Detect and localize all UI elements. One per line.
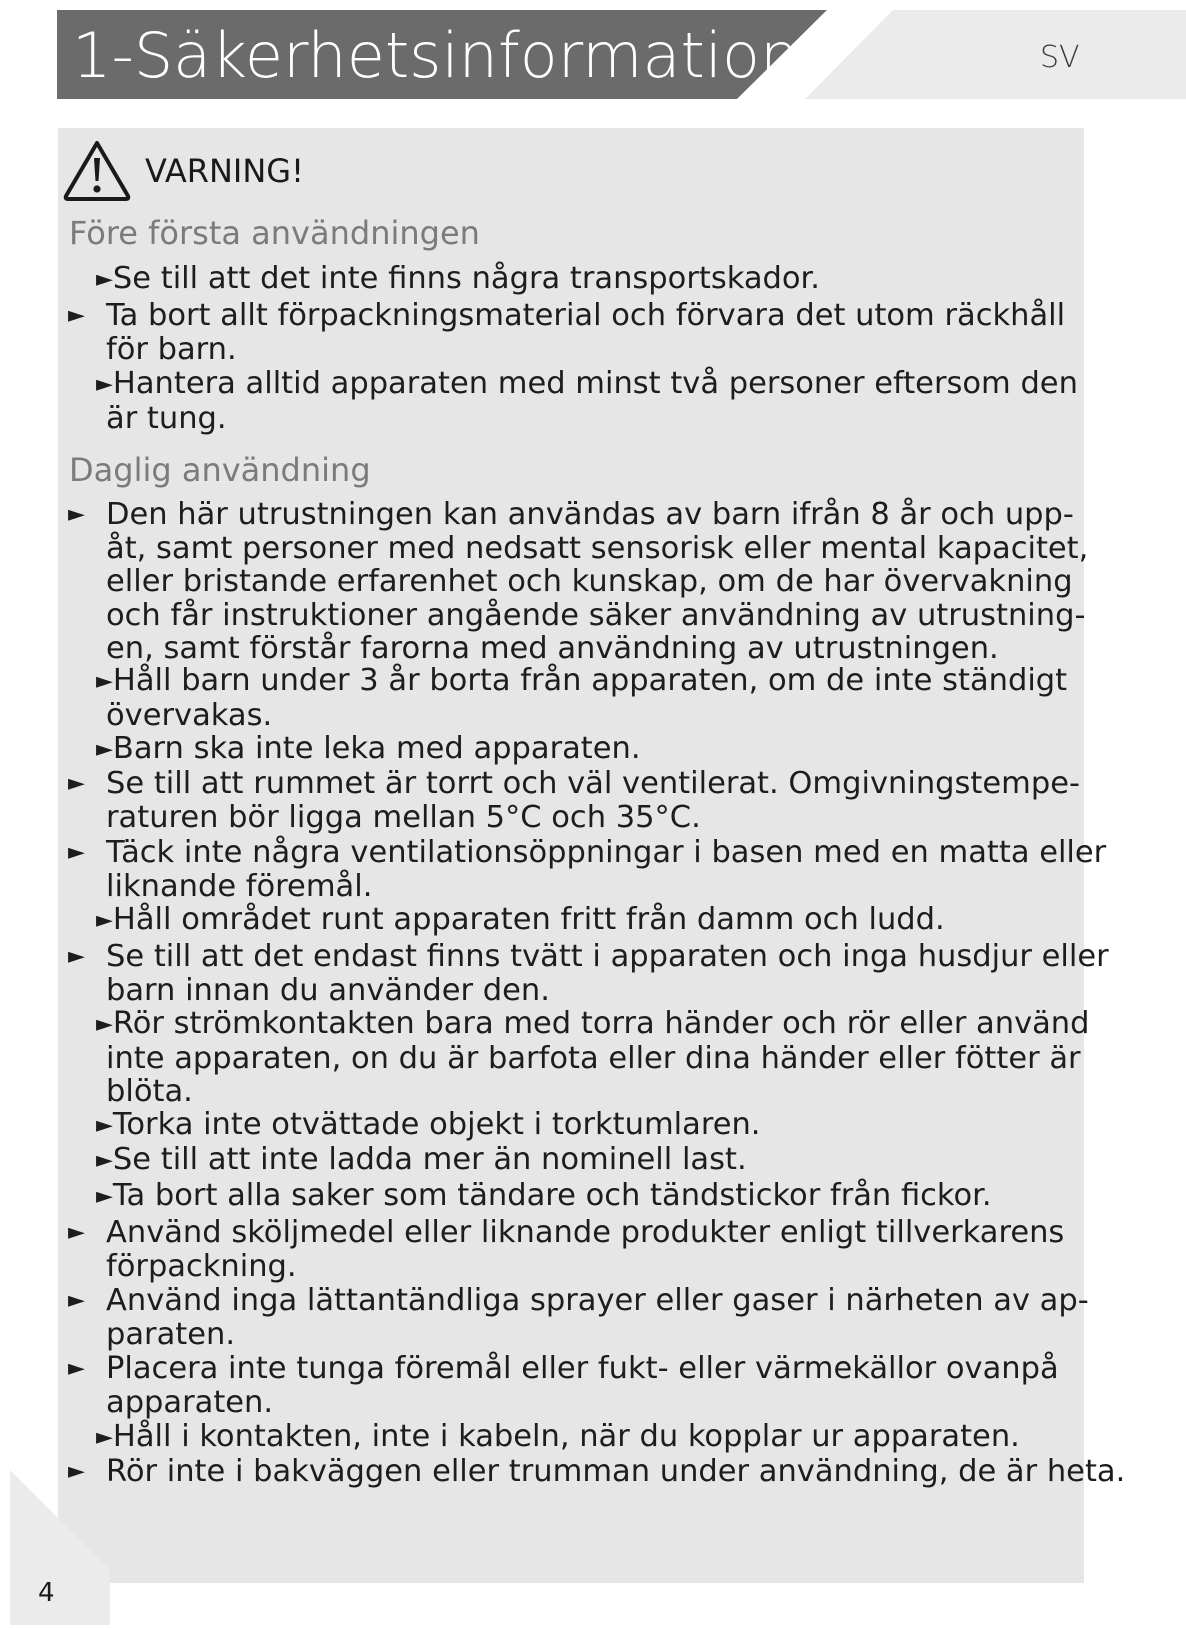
- list-item-line: Använd sköljmedel eller liknande produkter enligt tillverkarens: [106, 1215, 1065, 1250]
- list-item: [96, 367, 1096, 435]
- list-item: [96, 1143, 1096, 1178]
- list-item-line: Rör inte i bakväggen eller trumman under användning, de är heta.: [106, 1454, 1126, 1489]
- list-item-line: övervakas.: [106, 697, 273, 733]
- list-item-line: förpackning.: [106, 1248, 297, 1284]
- bullet-arrow-icon: ►: [96, 267, 113, 292]
- page-corner-left: [0, 1470, 120, 1625]
- bullet-arrow-icon: ►: [68, 1356, 85, 1381]
- page-title: 1-Säkerhetsinformation: [72, 19, 800, 92]
- list-item-line: Använd inga lättantändliga sprayer eller gaser i närheten av ap-: [106, 1283, 1089, 1318]
- list-item-line: Se till att inte ladda mer än nominell last.: [112, 1142, 747, 1177]
- list-item: [96, 903, 1096, 938]
- list-item-line: Barn ska inte leka med apparaten.: [112, 731, 641, 766]
- list-item-line: Se till att rummet är torrt och väl ventilerat. Omgivningstempe-: [106, 766, 1080, 801]
- bullet-arrow-icon: ►: [68, 303, 85, 328]
- list-item-line: Torka inte otvättade objekt i torktumlaren.: [112, 1107, 761, 1142]
- bullet-arrow-icon: ►: [96, 1148, 113, 1173]
- bullet-arrow-icon: ►: [68, 840, 85, 865]
- header-tab: [805, 10, 1186, 99]
- list-item-line: Den här utrustningen kan användas av barn ifrån 8 år och upp-: [106, 497, 1074, 532]
- bullet-arrow-icon: ►: [96, 1113, 113, 1138]
- list-item-line: eller bristande erfarenhet och kunskap, om de har övervakning: [106, 564, 1073, 599]
- list-item: [96, 1007, 1096, 1109]
- bullet-arrow-icon: ►: [96, 669, 113, 694]
- bullet-arrow-icon: ►: [68, 1288, 85, 1313]
- language-code: SV: [1040, 40, 1080, 75]
- list-item-line: barn innan du använder den.: [106, 972, 550, 1008]
- list-item: [96, 664, 1096, 732]
- bullet-arrow-icon: ►: [68, 502, 85, 527]
- list-item-line: Placera inte tunga föremål eller fukt- eller värmekällor ovanpå: [106, 1351, 1059, 1386]
- list-item-line: raturen bör ligga mellan 5°C och 35°C.: [106, 799, 701, 835]
- bullet-arrow-icon: ►: [68, 1220, 85, 1245]
- warning-triangle-icon: [62, 138, 132, 202]
- list-item-line: Se till att det endast finns tvätt i apparaten och inga husdjur eller: [106, 939, 1109, 974]
- list-item-line: är tung.: [106, 400, 227, 436]
- list-item-line: och får instruktioner angående säker användning av utrustning-: [106, 597, 1086, 633]
- bullet-arrow-icon: ►: [96, 737, 113, 762]
- list-item: [68, 1352, 1068, 1419]
- bullet-arrow-icon: ►: [96, 1184, 113, 1209]
- list-item-line: Ta bort allt förpackningsmaterial och förvara det utom räckhåll: [106, 298, 1066, 333]
- list-item: [68, 939, 1109, 1008]
- list-item-line: en, samt förstår farorna med användning av utrustningen.: [106, 631, 999, 666]
- list-item-line: Rör strömkontakten bara med torra händer och rör eller använd: [112, 1006, 1090, 1041]
- list-item-line: apparaten.: [106, 1384, 274, 1420]
- list-item-line: Hantera alltid apparaten med minst två personer eftersom den: [112, 366, 1078, 401]
- list-item-line: paraten.: [106, 1316, 236, 1352]
- list-item: [68, 299, 1068, 366]
- list-item: [68, 497, 1089, 666]
- list-item: [96, 732, 1096, 767]
- list-item: [68, 1283, 1089, 1352]
- list-item: [68, 1216, 1068, 1283]
- list-item: [68, 1454, 1126, 1489]
- list-item-line: blöta.: [106, 1074, 193, 1109]
- bullet-arrow-icon: ►: [68, 1459, 85, 1484]
- warning-title: VARNING!: [145, 152, 304, 190]
- list-item: [96, 262, 1096, 297]
- bullet-arrow-icon: ►: [96, 1425, 113, 1450]
- list-item-line: Täck inte några ventilationsöppningar i basen med en matta eller: [106, 835, 1107, 870]
- list-item-line: Håll i kontakten, inte i kabeln, när du kopplar ur apparaten.: [112, 1419, 1020, 1454]
- list-item-line: Håll barn under 3 år borta från apparaten, om de inte ständigt: [112, 663, 1068, 698]
- list-item: [68, 766, 1080, 835]
- list-item: [96, 1179, 1096, 1214]
- section-title-daily-use: Daglig användning: [69, 451, 371, 489]
- section-title-before-first-use: Före första användningen: [69, 214, 480, 252]
- list-item-line: Se till att det inte finns några transportskador.: [112, 261, 820, 296]
- bullet-arrow-icon: ►: [96, 372, 113, 397]
- list-item-line: för barn.: [106, 331, 237, 367]
- bullet-arrow-icon: ►: [68, 944, 85, 969]
- list-item-line: liknande föremål.: [106, 868, 373, 904]
- bullet-arrow-icon: ►: [96, 1012, 113, 1037]
- list-item-line: Håll området runt apparaten fritt från damm och ludd.: [112, 902, 945, 937]
- list-item-line: åt, samt personer med nedsatt sensorisk eller mental kapacitet,: [106, 530, 1089, 566]
- list-item: [96, 1420, 1096, 1455]
- list-item-line: Ta bort alla saker som tändare och tändstickor från fickor.: [112, 1178, 992, 1213]
- page-corner-right: [1148, 1470, 1186, 1625]
- page-number: 4: [38, 1578, 55, 1608]
- list-item: [68, 835, 1107, 904]
- bullet-arrow-icon: ►: [68, 771, 85, 796]
- bullet-arrow-icon: ►: [96, 908, 113, 933]
- list-item-line: inte apparaten, on du är barfota eller dina händer eller fötter är: [106, 1040, 1081, 1076]
- list-item: [96, 1108, 1096, 1143]
